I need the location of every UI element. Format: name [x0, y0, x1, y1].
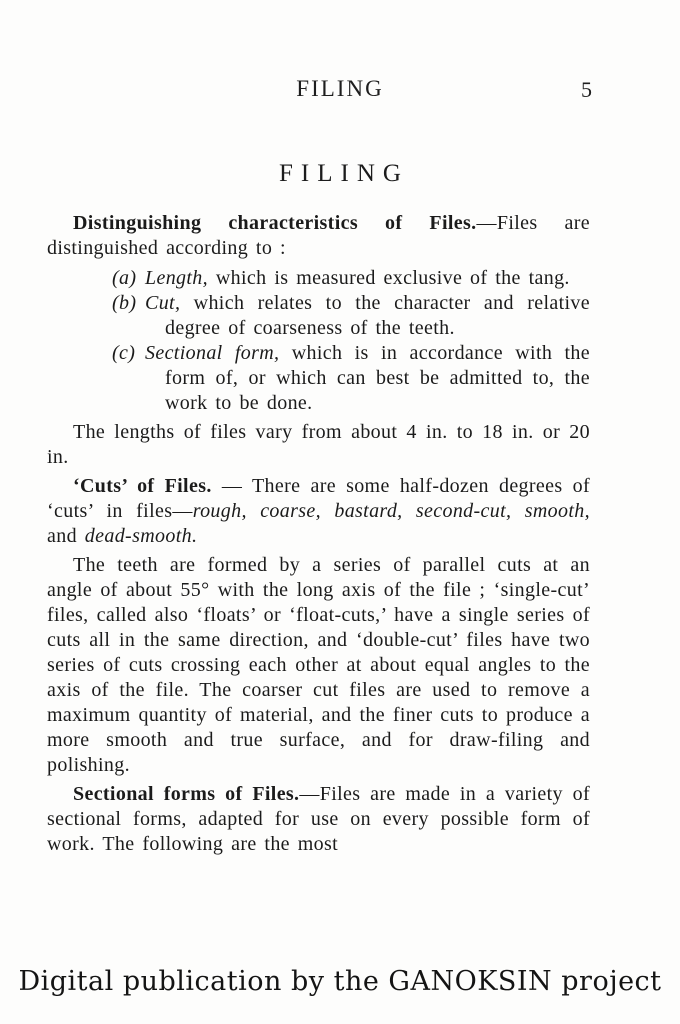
text-run: which relates to the character and relative degree of coarseness of the teeth. [165, 292, 590, 339]
page-header [0, 76, 680, 104]
running-title: FILING [296, 76, 384, 101]
page-number: 5 [581, 77, 592, 102]
text-run: —Files are distinguished according to : [47, 212, 590, 259]
text-run: The teeth are formed by a series of parallel cuts at an angle of about 55° with the long axis of the file ; ‘single-cut’ files, called also ‘floats’ or ‘float-cuts,’ have a single series of cuts all in the same direction, and ‘double-cut’ files have two series of cuts crossing each other at about equal angles to the axis of the file. The coarser cut files are used to remove a maximum quantity of material, and the finer cuts to produce a more smooth and true surface, and for draw-filing and polishing. [47, 554, 590, 776]
text-run: ‘Cuts’ of Files. [73, 475, 212, 497]
paragraph [47, 211, 590, 261]
text-run: —Files are made in a variety of sectional forms, adapted for use on every possible form of work. The following are the most [47, 783, 590, 855]
text-run: which is measured exclusive of the tang. [208, 267, 570, 289]
list-item-label: (c) [112, 342, 136, 364]
text-run: which is in accordance with the form of, or which can best be admitted to, the work to be done. [165, 342, 590, 414]
text-run: — There are some half-dozen degrees of ‘cuts’ in files— [47, 475, 590, 522]
text-run: dead-smooth. [84, 525, 198, 547]
text-run: Distinguishing characteristics of Files. [73, 212, 477, 234]
list-item-label: (a) [112, 267, 137, 289]
paragraph [47, 474, 590, 549]
list-item [47, 266, 590, 291]
definition-list [47, 266, 590, 416]
text-run: Length, [145, 267, 209, 289]
text-run: Cut, [145, 292, 181, 314]
paragraph [47, 420, 590, 470]
list-item [47, 341, 590, 416]
text-run: rough, coarse, bastard, second-cut, smooth, [192, 500, 590, 522]
publication-footer: Digital publication by the GANOKSIN project [18, 966, 662, 997]
chapter-title: FILING [279, 160, 409, 187]
list-item-label: (b) [112, 292, 137, 314]
paragraph [47, 782, 590, 857]
page-body [47, 211, 590, 857]
list-item [47, 291, 590, 341]
text-run: Sectional form, [145, 342, 280, 364]
text-run: and [47, 525, 85, 547]
text-run: The lengths of files vary from about 4 in. to 18 in. or 20 in. [47, 421, 590, 468]
text-run: Sectional forms of Files. [73, 783, 300, 805]
paragraph [47, 553, 590, 778]
